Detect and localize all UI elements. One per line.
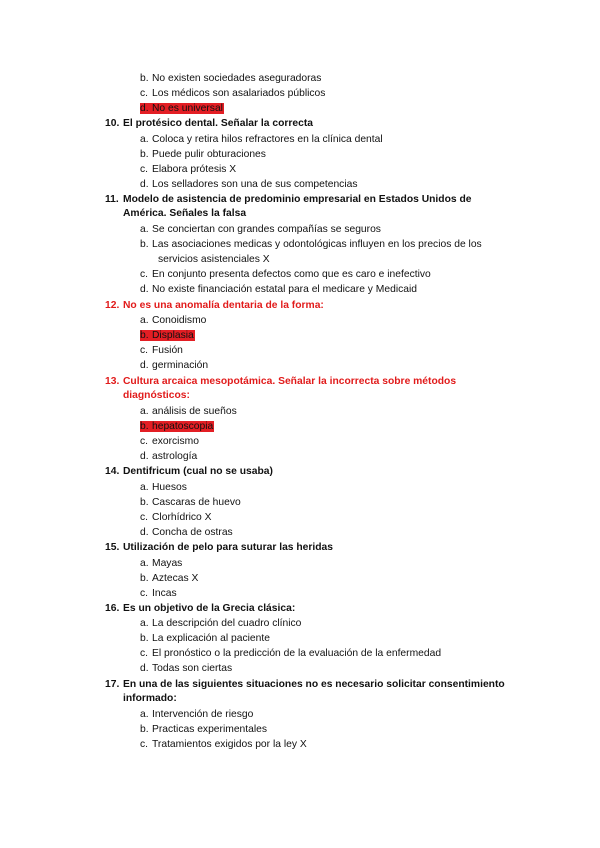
question-13 bbox=[105, 375, 456, 389]
question-number: 17. bbox=[105, 679, 120, 690]
option-letter: b. bbox=[140, 497, 149, 508]
option-letter: d. bbox=[140, 451, 149, 462]
option-d bbox=[140, 359, 208, 373]
option-text: Fusión bbox=[152, 345, 183, 356]
option-text: Cascaras de huevo bbox=[152, 497, 241, 508]
option-letter: a. bbox=[140, 558, 149, 569]
option-text: Incas bbox=[152, 588, 177, 599]
option-c bbox=[140, 163, 236, 177]
option-letter: d. bbox=[140, 360, 149, 371]
option-letter: c. bbox=[140, 345, 149, 356]
option-d-highlighted bbox=[140, 102, 224, 116]
option-a bbox=[140, 405, 237, 419]
option-c bbox=[140, 738, 307, 752]
option-b-highlighted bbox=[140, 329, 195, 343]
option-text: servicios asistenciales X bbox=[158, 254, 270, 265]
option-text: No existe financiación estatal para el medicare y Medicaid bbox=[152, 284, 417, 295]
question-number: 15. bbox=[105, 542, 120, 553]
option-text: Aztecas X bbox=[152, 573, 199, 584]
option-text: hepatoscopia bbox=[152, 421, 214, 432]
option-b-highlighted bbox=[140, 420, 214, 434]
option-letter: b. bbox=[140, 573, 149, 584]
option-text: No es universal bbox=[152, 103, 223, 114]
question-text: Modelo de asistencia de predominio empresarial en Estados Unidos de bbox=[123, 194, 472, 205]
option-c bbox=[140, 435, 199, 449]
option-c bbox=[140, 268, 431, 282]
question-text: América. Señales la falsa bbox=[123, 208, 247, 219]
option-text: La descripción del cuadro clínico bbox=[152, 618, 302, 629]
option-letter: c. bbox=[140, 164, 149, 175]
option-text: Todas son ciertas bbox=[152, 663, 233, 674]
option-text: Clorhídrico X bbox=[152, 512, 212, 523]
option-d bbox=[140, 283, 417, 297]
option-letter: c. bbox=[140, 88, 149, 99]
option-letter: d. bbox=[140, 179, 149, 190]
option-d bbox=[140, 526, 233, 540]
option-d bbox=[140, 178, 358, 192]
option-letter: c. bbox=[140, 588, 149, 599]
question-number: 13. bbox=[105, 376, 120, 387]
question-number: 14. bbox=[105, 466, 120, 477]
question-text: Dentifricum (cual no se usaba) bbox=[123, 466, 273, 477]
option-b bbox=[140, 723, 267, 737]
question-11 bbox=[105, 193, 471, 207]
option-letter: d. bbox=[140, 284, 149, 295]
option-text: Displasia bbox=[152, 330, 194, 341]
option-letter: b. bbox=[140, 239, 149, 250]
option-d bbox=[140, 662, 232, 676]
option-text: análisis de sueños bbox=[152, 406, 237, 417]
option-letter: a. bbox=[140, 134, 149, 145]
option-b bbox=[140, 572, 198, 586]
question-text: No es una anomalía dentaria de la forma: bbox=[123, 300, 324, 311]
option-text: exorcismo bbox=[152, 436, 199, 447]
option-c bbox=[140, 587, 177, 601]
question-text: En una de las siguientes situaciones no es necesario solicitar consentimiento bbox=[123, 679, 505, 690]
question-text: El protésico dental. Señalar la correcta bbox=[123, 118, 313, 129]
option-letter: c. bbox=[140, 269, 149, 280]
option-c bbox=[140, 344, 183, 358]
option-b-continuation bbox=[158, 253, 270, 267]
option-text: Concha de ostras bbox=[152, 527, 233, 538]
option-text: Tratamientos exigidos por la ley X bbox=[152, 739, 307, 750]
option-b bbox=[140, 238, 482, 252]
option-text: astrología bbox=[152, 451, 198, 462]
option-text: germinación bbox=[152, 360, 209, 371]
question-number: 10. bbox=[105, 118, 120, 129]
question-text: Es un objetivo de la Grecia clásica: bbox=[123, 603, 296, 614]
question-number: 11. bbox=[105, 194, 119, 205]
question-text: informado: bbox=[123, 693, 177, 704]
option-d bbox=[140, 450, 197, 464]
option-letter: a. bbox=[140, 618, 149, 629]
option-b bbox=[140, 72, 321, 86]
option-text: Coloca y retira hilos refractores en la clínica dental bbox=[152, 134, 383, 145]
question-11-continuation bbox=[123, 207, 246, 221]
option-letter: a. bbox=[140, 482, 149, 493]
option-text: Conoidismo bbox=[152, 315, 207, 326]
option-a bbox=[140, 314, 206, 328]
option-letter: a. bbox=[140, 224, 149, 235]
question-12 bbox=[105, 299, 324, 313]
question-number: 12. bbox=[105, 300, 120, 311]
question-text: diagnósticos: bbox=[123, 390, 190, 401]
option-text: Los médicos son asalariados públicos bbox=[152, 88, 326, 99]
option-b bbox=[140, 632, 270, 646]
question-17 bbox=[105, 678, 505, 692]
option-text: Puede pulir obturaciones bbox=[152, 149, 266, 160]
option-a bbox=[140, 708, 253, 722]
option-letter: b. bbox=[140, 421, 149, 432]
option-letter: b. bbox=[140, 73, 149, 84]
option-letter: b. bbox=[140, 330, 149, 341]
option-letter: d. bbox=[140, 663, 149, 674]
option-text: Mayas bbox=[152, 558, 183, 569]
option-text: Los selladores son una de sus competencias bbox=[152, 179, 358, 190]
option-b bbox=[140, 148, 266, 162]
option-text: En conjunto presenta defectos como que es caro e inefectivo bbox=[152, 269, 431, 280]
option-letter: c. bbox=[140, 436, 149, 447]
option-a bbox=[140, 557, 182, 571]
option-text: La explicación al paciente bbox=[152, 633, 270, 644]
option-letter: b. bbox=[140, 149, 149, 160]
option-text: Intervención de riesgo bbox=[152, 709, 254, 720]
option-text: Practicas experimentales bbox=[152, 724, 268, 735]
option-a bbox=[140, 223, 381, 237]
question-text: Cultura arcaica mesopotámica. Señalar la incorrecta sobre métodos bbox=[123, 376, 457, 387]
option-text: Elabora prótesis X bbox=[152, 164, 237, 175]
option-letter: c. bbox=[140, 648, 149, 659]
option-letter: b. bbox=[140, 724, 149, 735]
option-text: Las asociaciones medicas y odontológicas influyen en los precios de los bbox=[152, 239, 482, 250]
question-16 bbox=[105, 602, 295, 616]
question-text: Utilización de pelo para suturar las heridas bbox=[123, 542, 334, 553]
question-13-continuation bbox=[123, 389, 190, 403]
option-c bbox=[140, 647, 441, 661]
option-c bbox=[140, 511, 212, 525]
question-17-continuation bbox=[123, 692, 177, 706]
question-10 bbox=[105, 117, 313, 131]
option-text: Huesos bbox=[152, 482, 187, 493]
option-letter: c. bbox=[140, 512, 149, 523]
option-text: El pronóstico o la predicción de la evaluación de la enfermedad bbox=[152, 648, 442, 659]
option-letter: c. bbox=[140, 739, 149, 750]
question-15 bbox=[105, 541, 333, 555]
option-letter: b. bbox=[140, 633, 149, 644]
option-letter: d. bbox=[140, 103, 149, 114]
option-a bbox=[140, 481, 187, 495]
option-a bbox=[140, 617, 301, 631]
option-a bbox=[140, 133, 383, 147]
option-letter: a. bbox=[140, 406, 149, 417]
option-letter: a. bbox=[140, 709, 149, 720]
option-letter: a. bbox=[140, 315, 149, 326]
option-text: No existen sociedades aseguradoras bbox=[152, 73, 322, 84]
option-c bbox=[140, 87, 325, 101]
question-number: 16. bbox=[105, 603, 120, 614]
option-letter: d. bbox=[140, 527, 149, 538]
option-b bbox=[140, 496, 241, 510]
option-text: Se conciertan con grandes compañías se seguros bbox=[152, 224, 381, 235]
question-14 bbox=[105, 465, 273, 479]
